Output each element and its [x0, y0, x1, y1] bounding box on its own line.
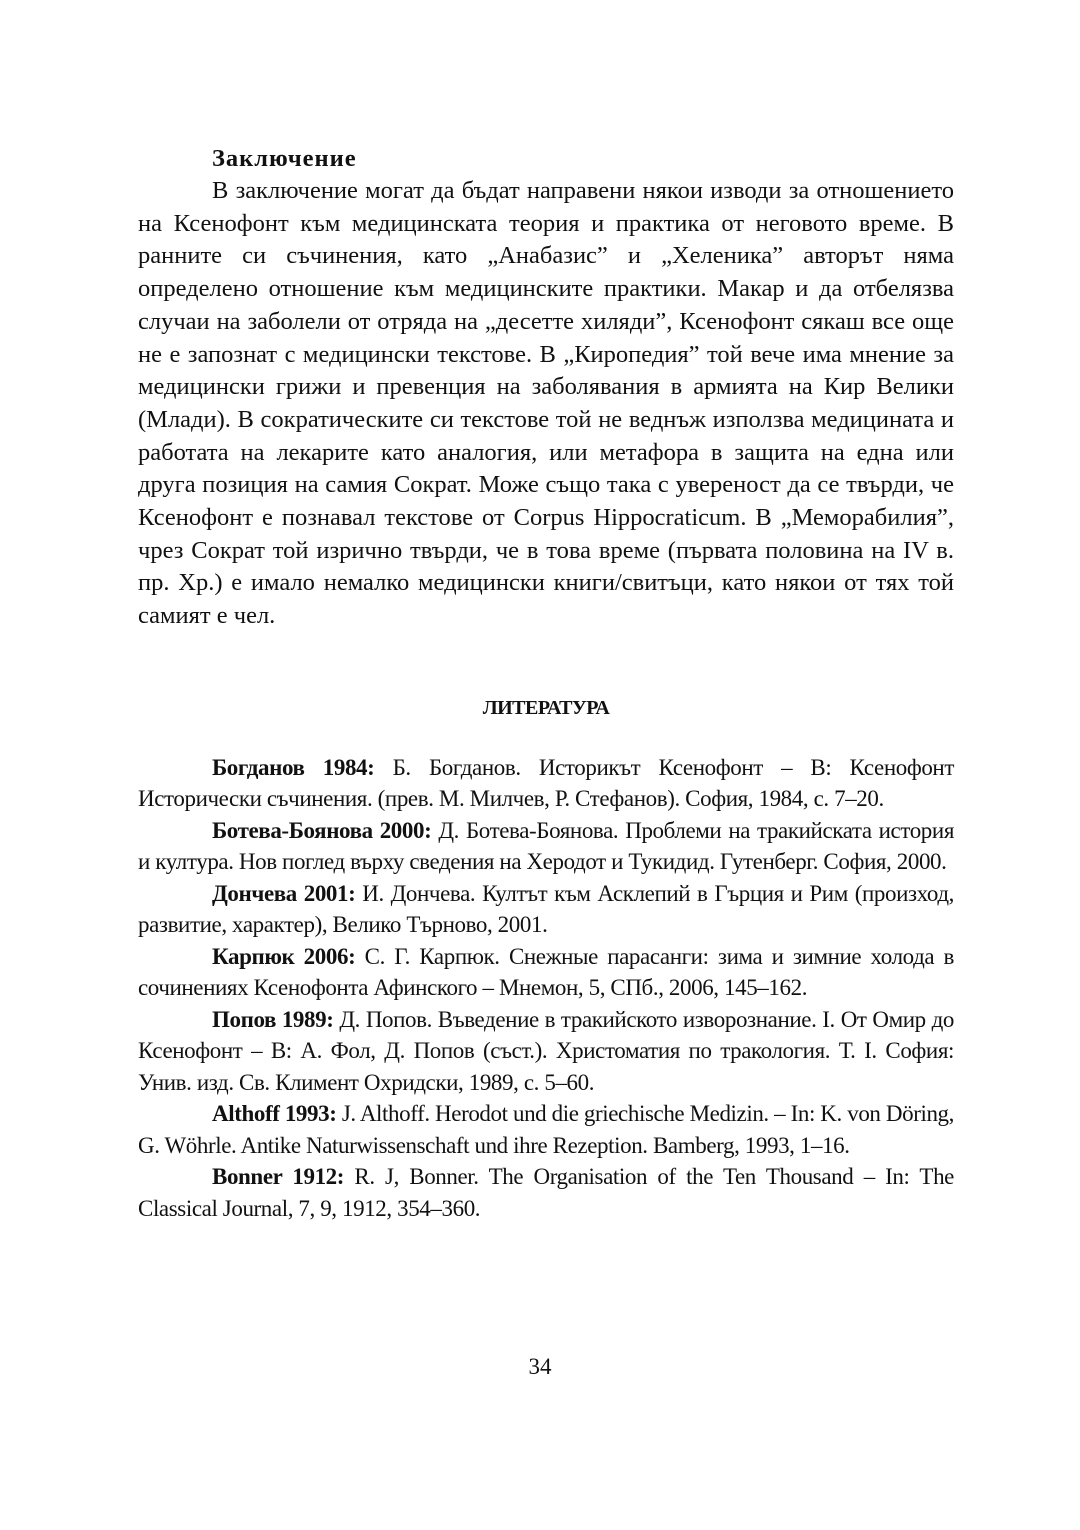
reference-key: Попов 1989:: [212, 1006, 334, 1032]
reference-key: Богданов 1984:: [212, 754, 375, 780]
references-list: [138, 752, 954, 1225]
reference-text: С. Г. Карпюк. Снежные парасанги: зима и зимние холода в сочинениях Ксенофонта Афинского – Мнемон, 5, СПб., 2006, 145–162.: [138, 943, 954, 1001]
page-number: 34: [528, 1354, 552, 1379]
reference-key: Карпюк 2006:: [212, 943, 356, 969]
references-heading: ЛИТЕРАТУРА: [482, 696, 610, 719]
reference-entry: [138, 941, 954, 1004]
reference-entry: [138, 815, 954, 878]
reference-key: Bonner 1912:: [212, 1164, 345, 1190]
reference-entry: [138, 1098, 954, 1161]
conclusion-heading: Заключение: [212, 145, 357, 172]
reference-key: Althoff 1993:: [212, 1101, 337, 1127]
reference-entry: [138, 1161, 954, 1224]
reference-entry: [138, 752, 954, 815]
reference-text: Б. Богданов. Историкът Ксенофонт – В: Ксенофонт Исторически съчинения. (прев. М. Милчев, Р. Стефанов). София, 1984, с. 7–20.: [138, 754, 954, 812]
reference-text: И. Дончева. Култът към Асклепий в Гърция и Рим (произход, развитие, характер), Велико Търново, 2001.: [138, 880, 954, 938]
page-content: [138, 142, 954, 1224]
reference-text: R. J, Bonner. The Organisation of the Ten Thousand – In: The Classical Journal, 7, 9, 1912, 354–360.: [138, 1164, 954, 1221]
reference-entry: [138, 1004, 954, 1099]
reference-key: Ботева-Боянова 2000:: [212, 817, 432, 843]
conclusion-paragraph: В заключение могат да бъдат направени някои изводи за отношението на Ксенофонт към медицинската теория и практика от неговото време. В ранните си съчинения, като „Анабазис” и „Хеленика” авторът няма определено отношение към медицинските практики. Макар и да отбелязва случаи на заболели от отряда на „десетте хиляди”, Ксенофонт сякаш все още не е запознат с медицински текстове. В „Киропедия” той вече има мнение за медицински грижи и превенция на заболявания в армията на Кир Велики (Млади). В сократическите си текстове той не веднъж използва медицината и работата на лекарите като аналогия, или метафора в защита на една или друга позиция на самия Сократ. Може също така с увереност да се твърди, че Ксенофонт е познавал текстове от Corpus Hippocraticum. В „Меморабилия”, чрез Сократ той изрично твърди, че в това време (първата половина на IV в. пр. Хр.) е имало немалко медицински книги/свитъци, като някои от тях той самият е чел.: [138, 177, 954, 630]
reference-text: J. Althoff. Herodot und die griechische Medizin. – In: K. von Döring, G. Wöhrle. Antike Naturwissenschaft und ihre Rezeption. Bamberg, 1993, 1–16.: [138, 1101, 954, 1158]
reference-text: Д. Ботева-Боянова. Проблеми на тракийската история и култура. Нов поглед върху сведения на Херодот и Тукидид. Гутенберг. София, 2000.: [138, 817, 954, 875]
reference-text: Д. Попов. Въведение в тракийското изворознание. I. От Омир до Ксенофонт – В: А. Фол, Д. Попов (съст.). Христоматия по тракология. Т. I. София: Унив. изд. Св. Климент Охридски, 1989, с. 5–60.: [138, 1006, 955, 1095]
reference-entry: [138, 878, 954, 941]
reference-key: Дончева 2001:: [212, 880, 356, 906]
